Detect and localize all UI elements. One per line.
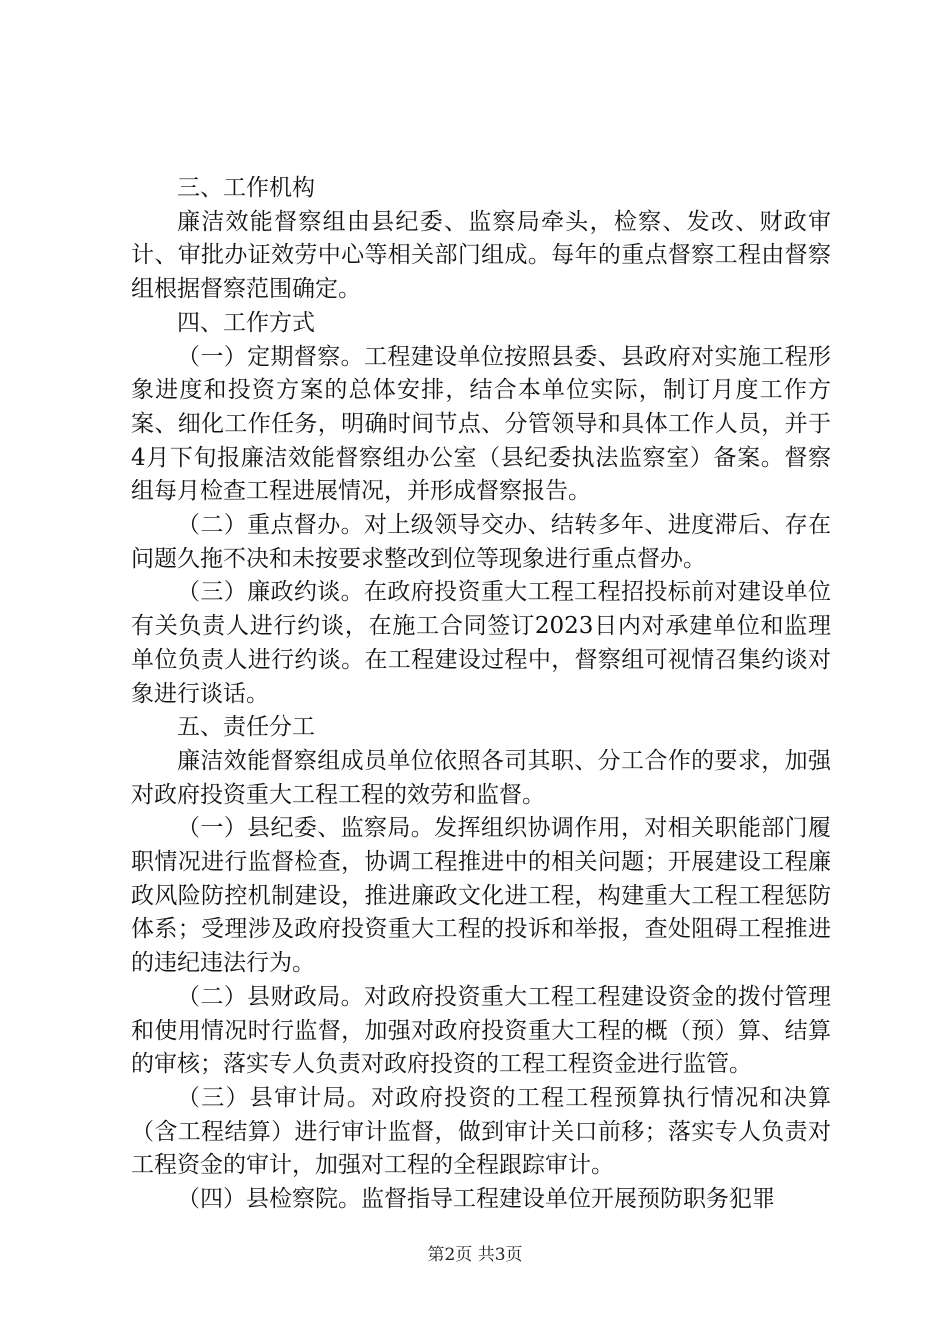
paragraph: 廉洁效能督察组成员单位依照各司其职、分工合作的要求，加强对政府投资重大工程工程的效劳和监督。 bbox=[131, 747, 831, 808]
heading-responsibility: 五、责任分工 bbox=[177, 714, 315, 741]
paragraph: （四）县检察院。监督指导工程建设单位开展预防职务犯罪 bbox=[177, 1186, 775, 1213]
paragraph: （二）县财政局。对政府投资重大工程工程建设资金的拨付管理和使用情况时行监督，加强对政府投资重大工程的概（预）算、结算的审核；落实专人负责对政府投资的工程工程资金进行监管。 bbox=[131, 983, 831, 1078]
heading-work-organization: 三、工作机构 bbox=[177, 175, 315, 201]
paragraph: （一）定期督察。工程建设单位按照县委、县政府对实施工程形象进度和投资方案的总体安排，结合本单位实际，制订月度工作方案、细化工作任务，明确时间节点、分管领导和具体工作人员，并于4月下旬报廉洁效能督察组办公室（县纪委执法监察室）备案。督察组每月检查工程进展情况，并形成督察报告。 bbox=[131, 343, 831, 505]
page-number-footer: 第2页 共3页 bbox=[427, 1245, 523, 1265]
document-body bbox=[131, 172, 831, 1217]
paragraph: （三）县审计局。对政府投资的工程工程预算执行情况和决算（含工程结算）进行审计监督，做到审计关口前移；落实专人负责对工程资金的审计，加强对工程的全程跟踪审计。 bbox=[131, 1084, 831, 1179]
paragraph: （一）县纪委、监察局。发挥组织协调作用，对相关职能部门履职情况进行监督检查，协调工程推进中的相关问题；开展建设工程廉政风险防控机制建设，推进廉政文化进工程，构建重大工程工程惩防体系；受理涉及政府投资重大工程的投诉和举报，查处阻碍工程推进的违纪违法行为。 bbox=[131, 815, 831, 977]
paragraph: （三）廉政约谈。在政府投资重大工程工程招投标前对建设单位有关负责人进行约谈，在施工合同签订2023日内对承建单位和监理单位负责人进行约谈。在工程建设过程中，督察组可视情召集约谈对象进行谈话。 bbox=[131, 579, 831, 707]
paragraph: （二）重点督办。对上级领导交办、结转多年、进度滞后、存在问题久拖不决和未按要求整改到位等现象进行重点督办。 bbox=[131, 512, 831, 572]
paragraph: 廉洁效能督察组由县纪委、监察局牵头，检察、发改、财政审计、审批办证效劳中心等相关部门组成。每年的重点督察工程由督察组根据督察范围确定。 bbox=[131, 208, 831, 303]
heading-work-method: 四、工作方式 bbox=[177, 309, 315, 336]
